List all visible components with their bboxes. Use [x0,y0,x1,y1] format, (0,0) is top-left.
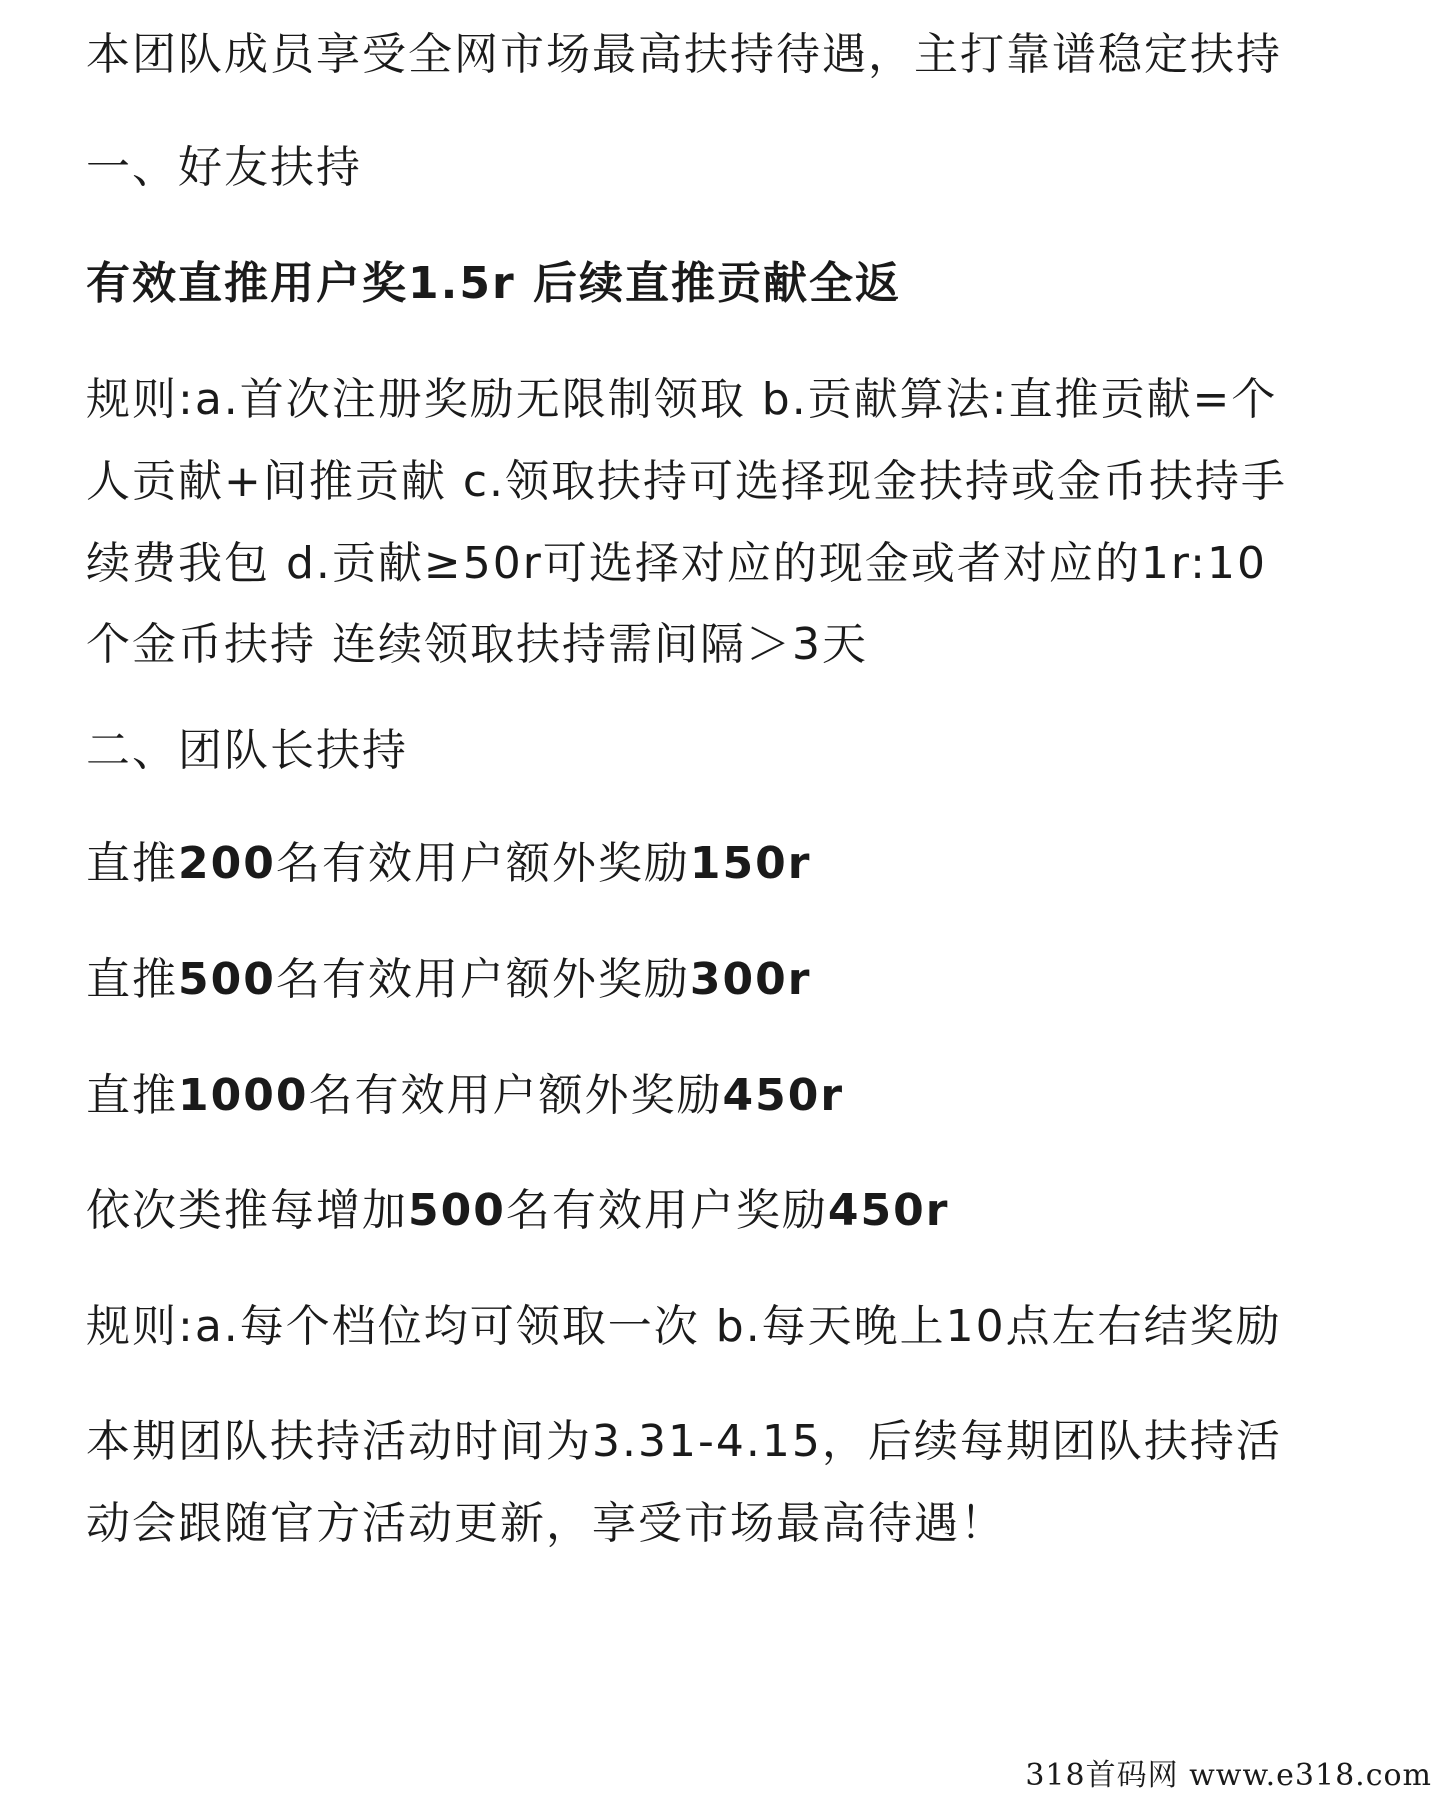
period-line-2: 动会跟随官方活动更新，享受市场最高待遇！ [86,1498,1006,1549]
section1-heading: 一、好友扶持 [86,142,362,193]
tier-prefix: 直推 [86,954,178,1005]
section1-rules-line-4: 个金币扶持 连续领取扶持需间隔＞3天 [86,619,868,670]
section2-heading: 二、团队长扶持 [86,725,408,776]
tier-count: 500 [408,1185,506,1236]
tier-row [86,1068,844,1124]
tier-reward: 450r [827,1185,950,1236]
tier-prefix: 依次类推每增加 [86,1185,408,1236]
tier-row [86,952,811,1008]
tier-count: 200 [178,838,276,889]
period-line-1: 本期团队扶持活动时间为3.31-4.15，后续每期团队扶持活 [86,1416,1282,1467]
tier-middle: 名有效用户额外奖励 [275,954,690,1005]
tier-reward: 300r [689,954,812,1005]
section1-rules-line-3: 续费我包 d.贡献≥50r可选择对应的现金或者对应的1r:10 [86,538,1267,589]
tier-reward: 450r [722,1070,845,1121]
section1-highlight: 有效直推用户奖1.5r 后续直推贡献全返 [86,258,901,309]
tier-prefix: 直推 [86,838,178,889]
tier-count: 1000 [178,1070,309,1121]
section1-rules-line-1: 规则:a.首次注册奖励无限制领取 b.贡献算法:直推贡献=个 [86,374,1278,425]
tier-prefix: 直推 [86,1070,178,1121]
section1-rules-line-2: 人贡献+间推贡献 c.领取扶持可选择现金扶持或金币扶持手 [86,456,1288,507]
tier-middle: 名有效用户额外奖励 [308,1070,723,1121]
tier-row [86,1183,949,1239]
section2-rules: 规则:a.每个档位均可领取一次 b.每天晚上10点左右结奖励 [86,1301,1282,1352]
tier-row [86,836,811,892]
tier-count: 500 [178,954,276,1005]
tier-reward: 150r [689,838,812,889]
site-watermark: 318首码网 www.e318.com [1025,1758,1432,1793]
intro-text: 本团队成员享受全网市场最高扶持待遇，主打靠谱稳定扶持 [86,29,1282,80]
tier-middle: 名有效用户奖励 [505,1185,828,1236]
tier-middle: 名有效用户额外奖励 [275,838,690,889]
